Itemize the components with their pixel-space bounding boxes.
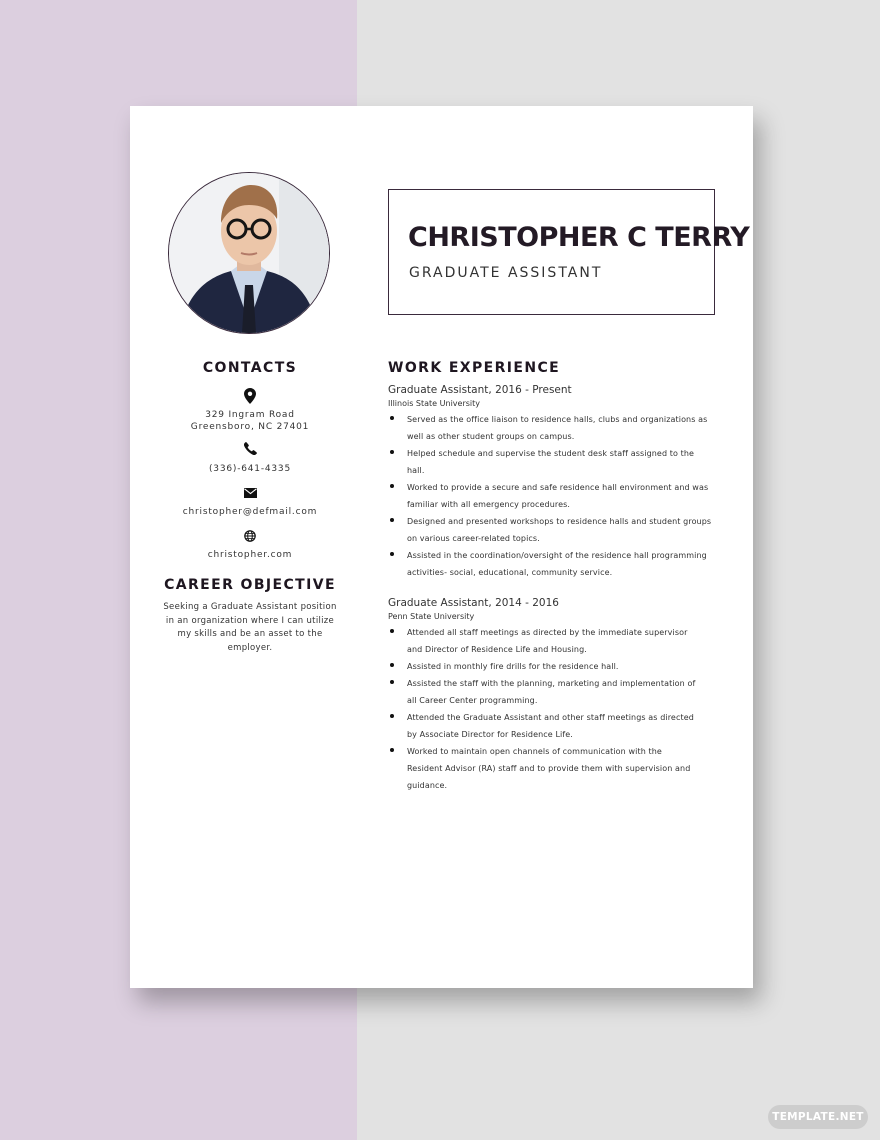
job-entry	[388, 597, 718, 794]
job-bullets	[388, 624, 718, 794]
bullet-item: Worked to provide a secure and safe residence hall environment and was familiar with all emergency procedures.	[388, 479, 718, 513]
phone-number: (336)-641-4335	[209, 464, 291, 474]
work-experience-heading: WORK EXPERIENCE	[388, 360, 561, 376]
globe-icon	[244, 530, 256, 542]
location-pin-icon	[244, 388, 256, 404]
bullet-item: Assisted in monthly fire drills for the residence hall.	[388, 658, 718, 675]
bullet-item: Attended the Graduate Assistant and other staff meetings as directed by Associate Director for Residence Life.	[388, 709, 718, 743]
career-objective-heading: CAREER OBJECTIVE	[164, 577, 336, 593]
bullet-item: Assisted the staff with the planning, marketing and implementation of all Career Center programming.	[388, 675, 718, 709]
bullet-item: Worked to maintain open channels of communication with the Resident Advisor (RA) staff and to provide them with supervision and guidance.	[388, 743, 718, 794]
profile-photo	[168, 172, 330, 334]
job-title: Graduate Assistant, 2014 - 2016	[388, 597, 559, 609]
bullet-item: Helped schedule and supervise the student desk staff assigned to the hall.	[388, 445, 718, 479]
right-column	[388, 360, 718, 794]
objective-line: Seeking a Graduate Assistant position	[163, 602, 337, 612]
contacts-heading: CONTACTS	[202, 360, 298, 376]
candidate-role: GRADUATE ASSISTANT	[409, 265, 603, 281]
phone-icon	[244, 442, 257, 455]
email-address: christopher@defmail.com	[182, 507, 318, 517]
job-entry	[388, 384, 718, 581]
website: christopher.com	[207, 550, 293, 560]
objective-line: my skills and be an asset to the	[177, 629, 323, 639]
resume-sheet	[130, 106, 753, 988]
profile-photo-illustration	[169, 173, 329, 333]
job-organization: Penn State University	[388, 612, 475, 621]
bullet-item: Attended all staff meetings as directed by the immediate supervisor and Director of Residence Life and Housing.	[388, 624, 718, 658]
job-bullets	[388, 411, 718, 581]
candidate-name: CHRISTOPHER C TERRY	[408, 222, 750, 253]
address-line-2: Greensboro, NC 27401	[190, 422, 310, 432]
bullet-item: Designed and presented workshops to residence halls and student groups on various career-related topics.	[388, 513, 718, 547]
bullet-item: Assisted in the coordination/oversight of the residence hall programming activities- social, educational, community service.	[388, 547, 718, 581]
envelope-icon	[244, 488, 257, 498]
template-net-watermark: TEMPLATE.NET	[768, 1105, 868, 1129]
job-title: Graduate Assistant, 2016 - Present	[388, 384, 572, 396]
left-column	[158, 360, 342, 655]
objective-line: in an organization where I can utilize	[165, 615, 335, 626]
job-organization: Illinois State University	[388, 399, 480, 408]
objective-line: employer.	[227, 642, 273, 653]
address-line-1: 329 Ingram Road	[205, 410, 295, 420]
career-objective-text	[158, 601, 342, 655]
bullet-item: Served as the office liaison to residence halls, clubs and organizations as well as other student groups on campus.	[388, 411, 718, 445]
name-box	[388, 189, 750, 315]
